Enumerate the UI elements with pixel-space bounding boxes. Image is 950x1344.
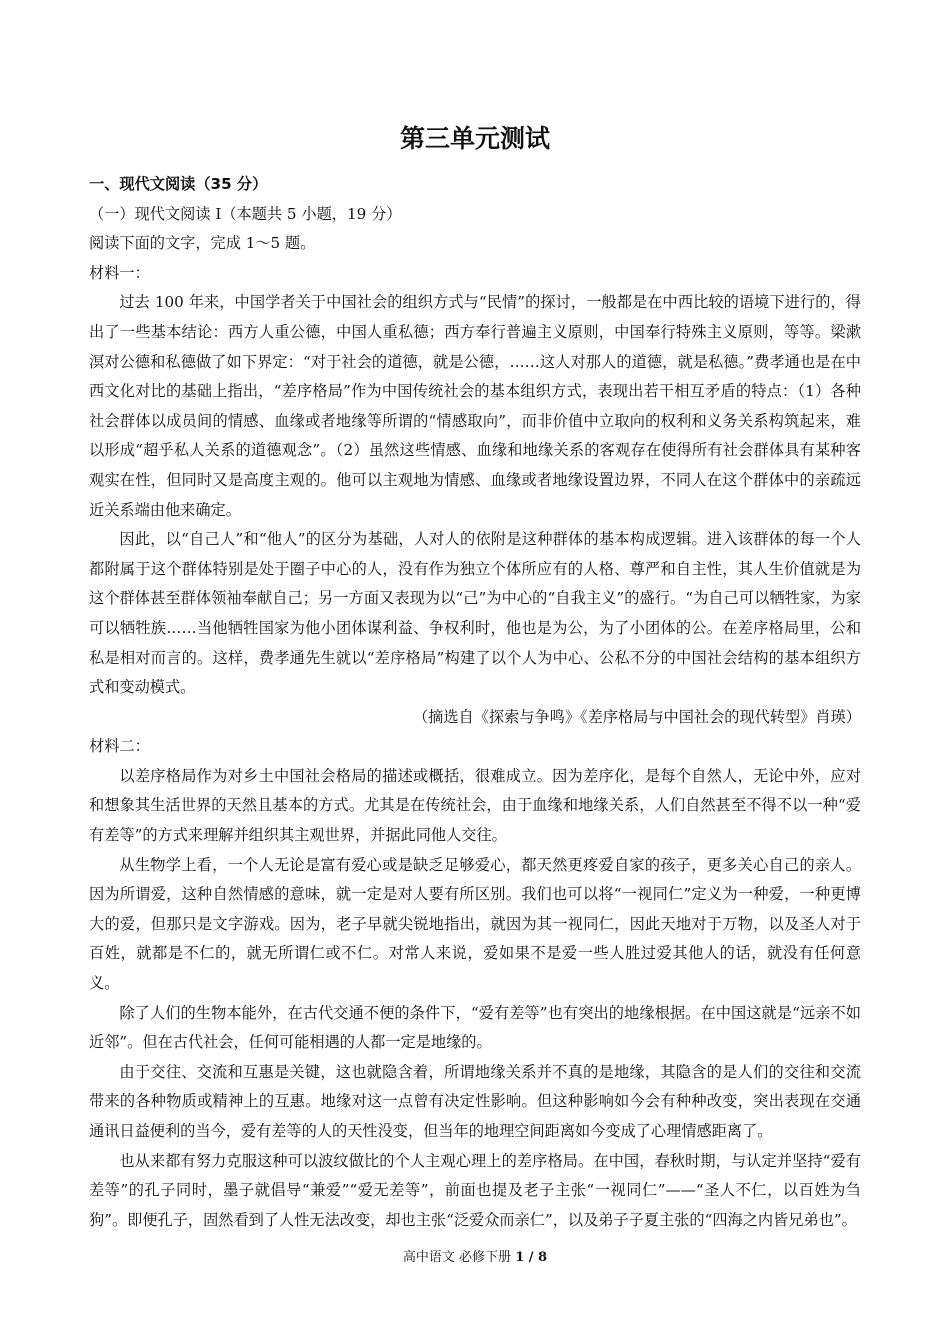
material2-label: 材料二： <box>89 737 150 756</box>
page-footer <box>0 1248 950 1268</box>
document-body <box>89 170 861 1235</box>
material1-source: （摘选自《探索与争鸣》《差序格局与中国社会的现代转型》肖瑛） <box>412 707 861 726</box>
reading-instruction: 阅读下面的文字，完成 1～5 题。 <box>89 234 316 253</box>
material1-paragraph: 过去 100 年来，中国学者关于中国社会的组织方式与“民情”的探讨，一般都是在中西比较的语境下进行的，得出了一些基本结论：西方人重公德，中国人重私德；西方奉行普遍主义原则，中国奉行特殊主义原则，等等。梁漱溟对公德和私德做了如下界定：“对于社会的道德，就是公德，……这人对那人的道德，就是私德。”费孝通也是在中西文化对比的基础上指出，“差序格局”作为中国传统社会的基本组织方式，表现出若干相互矛盾的特点：（1）各种社会群体以成员间的情感、血缘或者地缘等所谓的“情感取向”，而非价值中立取向的权利和义务关系构筑起来，难以形成“超乎私人关系的道德观念”。（2）虽然这些情感、血缘和地缘关系的客观存在使得所有社会群体具有某种客观实在性，但同时又是高度主观的。他可以主观地为情感、血缘或者地缘设置边界，不同人在这个群体中的亲疏远近关系端由他来确定。 <box>89 293 861 519</box>
section-heading: 一、现代文阅读（35 分） <box>89 175 268 193</box>
page-title: 第三单元测试 <box>399 124 550 153</box>
page-number: 1 / 8 <box>515 1250 548 1265</box>
material1-label: 材料一： <box>89 263 150 282</box>
material2-paragraph: 从生物学上看，一个人无论是富有爱心或是缺乏足够爱心，都天然更疼爱自家的孩子，更多关心自己的亲人。因为所谓爱，这种自然情感的意味，就一定是对人要有所区别。我们也可以将“一视同仁”定义为一种爱，一种更博大的爱，但那只是文字游戏。因为，老子早就尖锐地指出，就因为其一视同仁，因此天地对于万物，以及圣人对于百姓，就都是不仁的，就无所谓仁或不仁。对常人来说，爱如果不是爱一些人胜过爱其他人的话，就没有任何意义。 <box>89 855 861 993</box>
subsection-heading: （一）现代文阅读 Ⅰ（本题共 5 小题，19 分） <box>89 204 402 223</box>
material2-paragraph: 以差序格局作为对乡土中国社会格局的描述或概括，很难成立。因为差序化，是每个自然人，无论中外，应对和想象其生活世界的天然且基本的方式。尤其是在传统社会，由于血缘和地缘关系，人们自然甚至不得不以一种“爱有差等”的方式来理解并组织其主观世界，并据此同他人交往。 <box>89 766 861 845</box>
material2-paragraph: 由于交往、交流和互惠是关键，这也就隐含着，所谓地缘关系并不真的是地缘，其隐含的是人们的交往和交流带来的各种物质或精神上的互惠。地缘对这一点曾有决定性影响。但这种影响如今会有种种改变，突出表现在交通通讯日益便利的当今，爱有差等的人的天性没变，但当年的地理空间距离如今变成了心理情感距离了。 <box>89 1062 861 1140</box>
material2-paragraph: 也从来都有努力克服这种可以波纹做比的个人主观心理上的差序格局。在中国，春秋时期，与认定并坚持“爱有差等”的孔子同时，墨子就倡导“兼爱”“爱无差等”，前面也提及老子主张“一视同仁”——“圣人不仁，以百姓为刍狗”。即便孔子，固然看到了人性无法改变，却也主张“泛爱众而亲仁”，以及弟子子夏主张的“四海之内皆兄弟也”。 <box>89 1151 861 1229</box>
material2-paragraph: 除了人们的生物本能外，在古代交通不便的条件下，“爱有差等”也有突出的地缘根据。在中国这就是“远亲不如近邻”。但在古代社会，任何可能相遇的人都一定是地缘的。 <box>89 1003 861 1052</box>
footer-text: 高中语文 必修下册 <box>402 1250 512 1265</box>
material1-paragraph: 因此，以“自己人”和“他人”的区分为基础，人对人的依附是这种群体的基本构成逻辑。进入该群体的每一个人都附属于这个群体特别是处于圈子中心的人，没有作为独立个体所应有的人格、尊严和自主性，其人生价值就是为这个群体甚至群体领袖奉献自己；另一方面又表现为以“己”为中心的“自我主义”的盛行。“为自己可以牺牲家，为家可以牺牲族……当他牺牲国家为他小团体谋利益、争权利时，他也是为公，为了小团体的公。在差序格局里，公和私是相对而言的。这样，费孝通先生就以“差序格局”构建了以个人为中心、公私不分的中国社会结构的基本组织方式和变动模式。 <box>89 530 861 697</box>
